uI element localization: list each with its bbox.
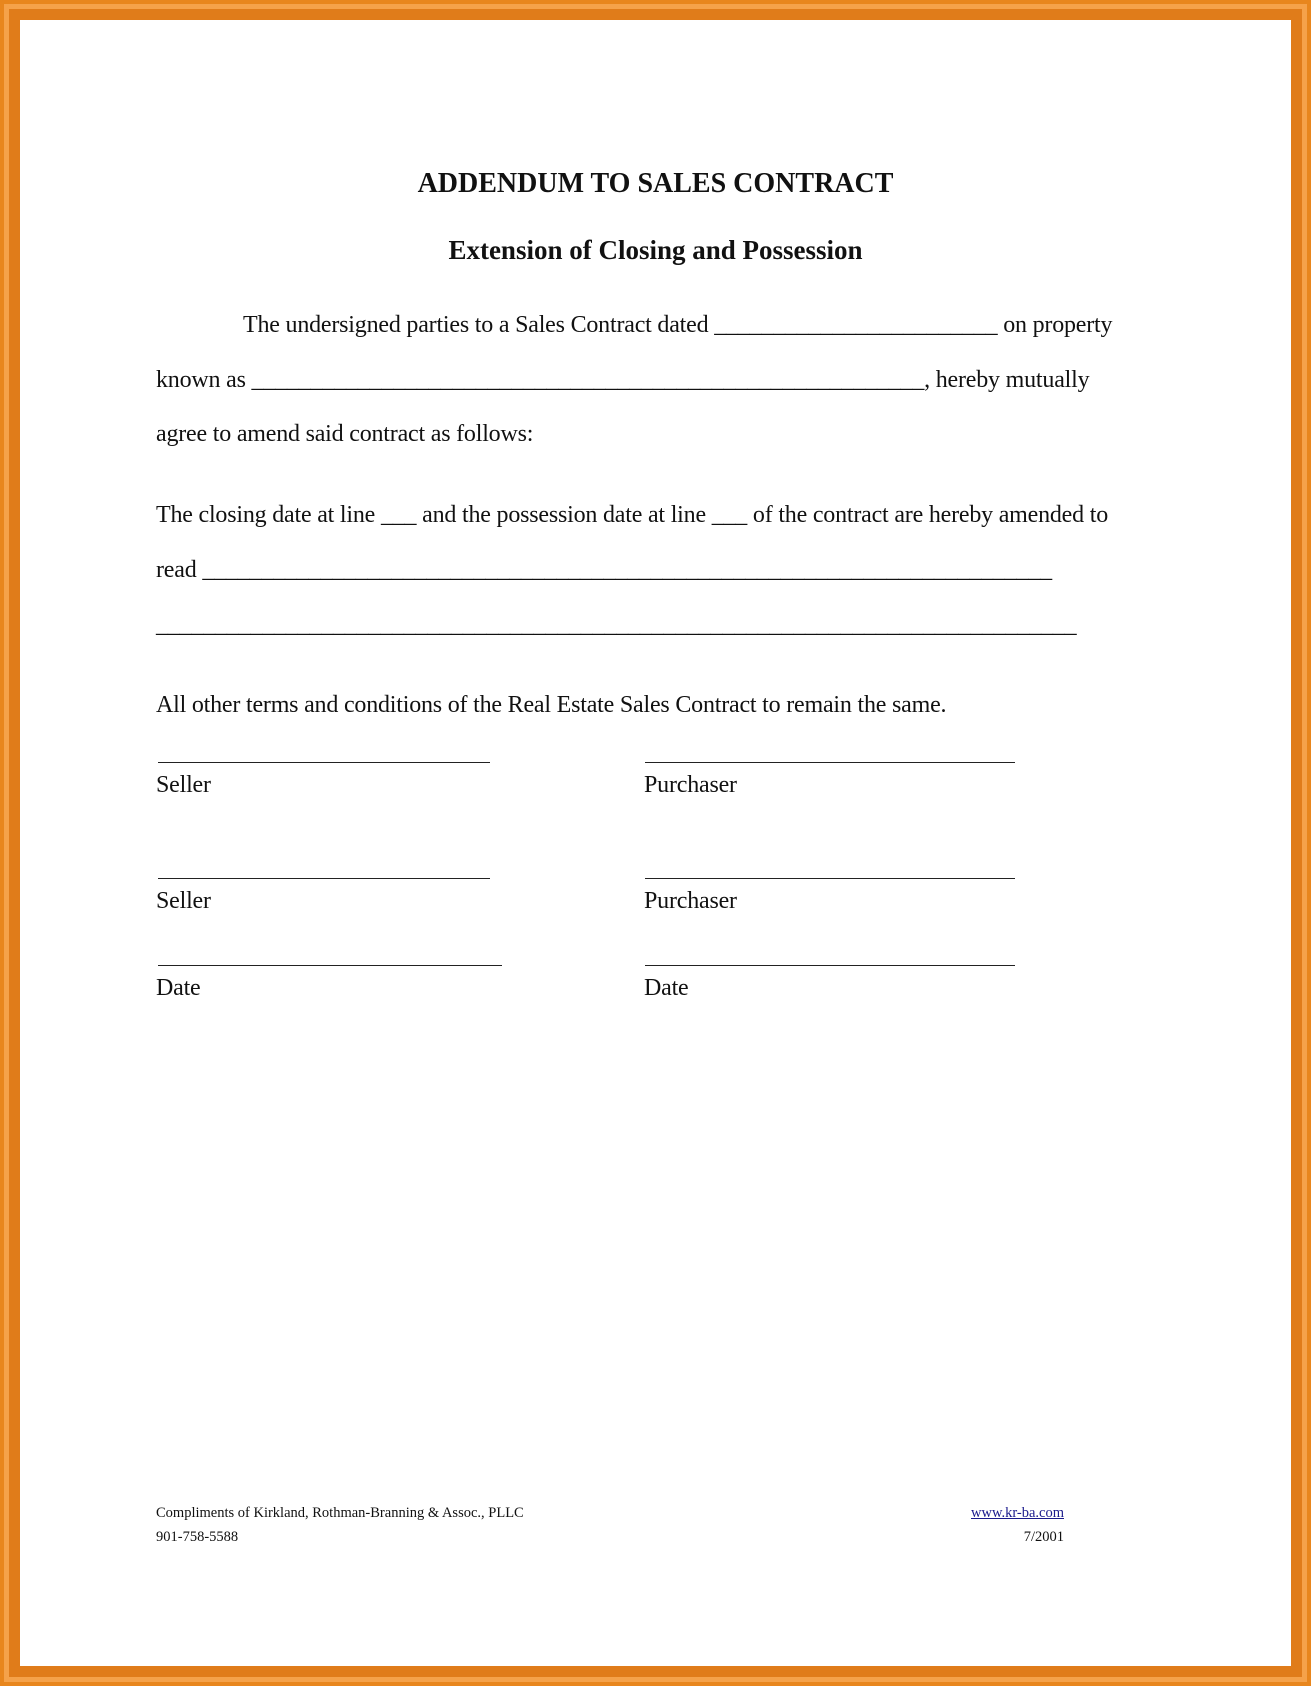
seller-1-signature-line[interactable] [158,762,490,763]
document-title: ADDENDUM TO SALES CONTRACT [417,168,894,199]
para2-line2 [156,557,1052,584]
document-page [20,20,1291,1666]
para1-line3: agree to amend said contract as follows: [156,421,534,447]
para1-line2-end: , hereby mutually [924,367,1090,393]
seller-2-signature-line[interactable] [158,878,490,879]
para1-line1 [243,312,1112,339]
para1-line1-end: on property [1003,312,1113,338]
footer-phone: 901-758-5588 [156,1529,239,1545]
purchaser-2-signature-line[interactable] [645,878,1015,879]
para2-line1-c: of the contract are hereby amended to [752,502,1109,528]
purchaser-2-label: Purchaser [644,888,737,914]
para2-line1 [156,502,1108,529]
property-address-blank[interactable]: _________________________________________________________ [251,367,925,393]
purchaser-1-label: Purchaser [644,772,737,798]
para2-line1-a: The closing date at line [156,502,376,528]
footer-version-date: 7/2001 [1023,1529,1064,1545]
para1-line1-start: The undersigned parties to a Sales Contract dated [243,312,709,338]
footer-company: Compliments of Kirkland, Rothman-Branning & Assoc., PLLC [156,1505,524,1521]
date-right-label: Date [644,975,689,1001]
para1-line2 [156,367,1089,394]
para1-line2-start: known as [156,367,246,393]
document-subtitle: Extension of Closing and Possession [448,235,863,265]
seller-1-label: Seller [156,772,211,798]
seller-2-label: Seller [156,888,211,914]
possession-line-blank[interactable]: ___ [711,502,748,528]
date-left-line[interactable] [158,965,502,966]
footer-website-link[interactable]: www.kr-ba.com [971,1505,1064,1521]
amendment-blank-1[interactable]: ________________________________________________________________________ [202,557,1052,583]
date-left-label: Date [156,975,201,1001]
closing-line-blank[interactable]: ___ [380,502,417,528]
para2-line2-start: read [156,557,197,583]
para3: All other terms and conditions of the Real Estate Sales Contract to remain the same. [156,692,947,718]
contract-date-blank[interactable]: ________________________ [714,312,998,338]
date-right-line[interactable] [645,965,1015,966]
para2-line1-b: and the possession date at line [422,502,706,528]
amendment-blank-2[interactable]: ______________________________________________________________________________ [156,612,1077,638]
purchaser-1-signature-line[interactable] [645,762,1015,763]
